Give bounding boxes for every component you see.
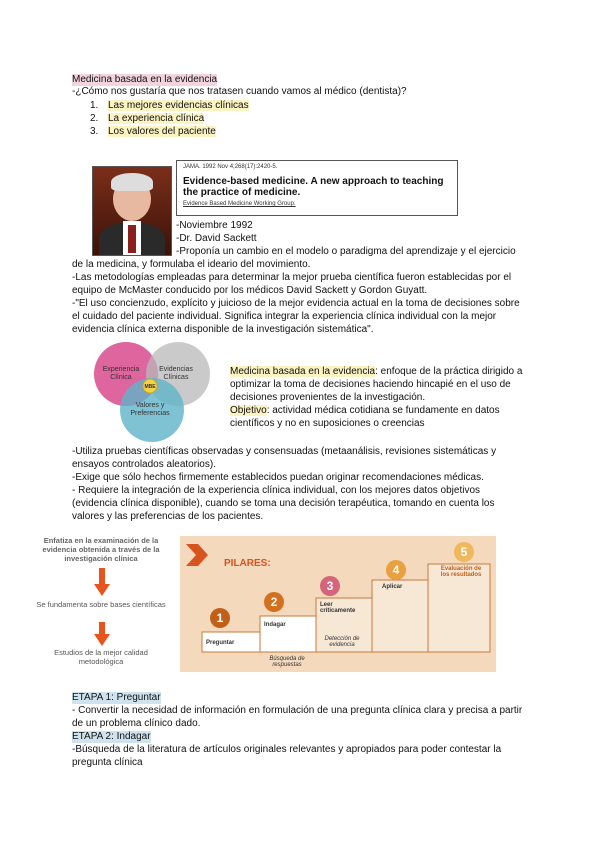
article-group: Evidence Based Medicine Working Group. [183, 201, 296, 207]
definition-line: optimizar la toma de decisiones haciendo hincapié en el uso de [230, 379, 511, 390]
step-5-circle: 5 [454, 542, 474, 562]
history-line: -Noviembre 1992 [176, 220, 253, 231]
step-3-circle: 3 [320, 576, 340, 596]
venn-label-experiencia: Experiencia Clínica [102, 366, 140, 381]
step-1-circle: 1 [210, 608, 230, 628]
feature-line: ensayos controlados aleatorios). [72, 459, 216, 470]
etapa-2-line: -Búsqueda de la literatura de artículos originales relevantes y apropiados para poder contestar la [72, 744, 502, 755]
question-text: -¿Cómo nos gustaría que nos tratasen cuando vamos al médico (dentista)? [72, 86, 407, 97]
objetivo-line: científicos y no en suposiciones o creencias [230, 418, 425, 429]
etapa-1-line: de un problema clínico dado. [72, 718, 201, 729]
step-2-label: Indagar [264, 622, 286, 628]
feature-line: - Requiere la integración de la experiencia clínica individual, con los mejores datos objetivos [72, 485, 481, 496]
etapa-2-label: ETAPA 2: Indagar [72, 731, 151, 742]
step-1-label: Preguntar [206, 640, 235, 646]
feature-line: valores y las preferencias de los pacientes. [72, 511, 264, 522]
venn-label-center: MBE [144, 384, 156, 390]
feature-line: -Exige que sólo hechos firmemente establecidos puedan originar recomendaciones médicas. [72, 472, 484, 483]
history-line: -"El uso concienzudo, explícito y juicioso de la mejor evidencia actual en la toma de decisiones sobre [72, 298, 520, 309]
history-line: -Las metodologías empleadas para determinar la mejor prueba científica fueron establecidas por el [72, 272, 512, 283]
etapa-1-label: ETAPA 1: Preguntar [72, 692, 161, 703]
pilares-title: PILARES: [224, 558, 271, 569]
section-heading: Medicina basada en la evidencia [72, 74, 218, 85]
etapa-1-line: - Convertir la necesidad de información en formulación de una pregunta clínica clara y precisa a partir [72, 705, 523, 716]
history-line: el cuidado del paciente individual. Significa integrar la experiencia clínica individual con la mejor [72, 311, 497, 322]
step-4-label: Aplicar [382, 584, 403, 590]
etapa-2-line: pregunta clínica [72, 757, 143, 768]
venn-label-evidencias: Evidencias Clínicas [159, 366, 193, 381]
sackett-photo [92, 166, 172, 256]
list-item: 3. Los valores del paciente [90, 126, 216, 137]
venn-diagram [86, 340, 216, 444]
history-line: equipo de McMaster conducido por los médicos David Sackett y Gordon Guyatt. [72, 285, 428, 296]
numbered-list [90, 99, 249, 138]
step-3-label: Leer críticamente [320, 602, 356, 614]
article-citation-box [176, 160, 458, 216]
history-line: -Proponía un cambio en el modelo o paradigma del aprendizaje y el ejercicio [176, 246, 516, 257]
article-ref: JAMA. 1992 Nov 4;268(17):2420-5. [183, 164, 278, 170]
history-line: de la medicina, y formulaba el ideario del movimiento. [72, 259, 311, 270]
definition-line: Medicina basada en la evidencia: enfoque de la práctica dirigido a [230, 366, 523, 377]
pilares-graphic [180, 536, 496, 672]
arrow-down-icon [94, 568, 110, 596]
step-3-sublabel: Detección de evidencia [324, 636, 360, 648]
history-line: -Dr. David Sackett [176, 233, 257, 244]
venn-label-valores: Valores y Preferencias [130, 402, 170, 417]
flow-text-2: Se fundamenta sobre bases científicas [36, 600, 166, 609]
list-item: 2. La experiencia clínica [90, 113, 205, 124]
arrow-down-icon [94, 622, 110, 646]
flow-text-3: Estudios de la mejor calidad metodológica [54, 648, 148, 666]
objetivo-line: Objetivo: actividad médica cotidiana se fundamente en datos [230, 405, 500, 416]
article-title: Evidence-based medicine. A new approach to teaching the practice of medicine. [183, 176, 444, 198]
evidence-flow-panel [36, 536, 176, 668]
step-2-circle: 2 [264, 592, 284, 612]
step-4-circle: 4 [386, 560, 406, 580]
step-5-label: Evaluación de los resultados [440, 566, 482, 578]
list-item: 1. Las mejores evidencias clínicas [90, 100, 249, 111]
feature-line: -Utiliza pruebas científicas observadas y consensuadas (metaanálisis, revisiones sistemáticas y [72, 446, 497, 457]
step-2-sublabel: Búsqueda de respuestas [269, 656, 305, 668]
feature-line: (evidencia clínica disponible), cuando se toma una decisión terapéutica, tomando en cuenta los [72, 498, 495, 509]
definition-line: decisiones provenientes de la investigación. [230, 392, 426, 403]
flow-text-1: Enfatiza en la examinación de la evidencia obtenida a través de la investigación clínica [42, 536, 160, 563]
history-line: evidencia clínica externa disponible de la investigación sistemática". [72, 324, 374, 335]
